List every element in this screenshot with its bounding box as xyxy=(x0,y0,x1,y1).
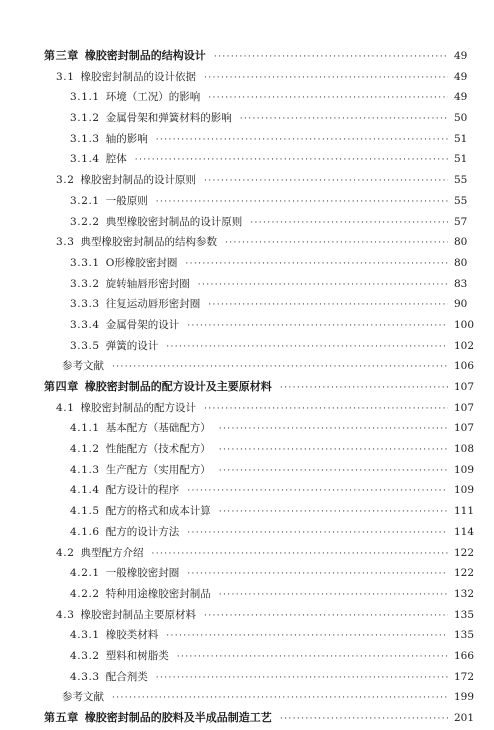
entry-page-number: 109 xyxy=(454,463,475,476)
entry-number: 4.3.3 xyxy=(70,670,100,683)
dot-leader xyxy=(156,130,448,151)
entry-title: 生产配方（实用配方） xyxy=(105,463,211,476)
toc-entry-ref xyxy=(0,356,494,377)
entry-page-number: 199 xyxy=(454,691,475,704)
entry-title: 配合剂类 xyxy=(105,670,148,683)
entry-page-number: 122 xyxy=(454,546,475,559)
toc-entry-sub xyxy=(0,336,494,357)
entry-page-number: 135 xyxy=(454,629,475,642)
toc-entry-sub xyxy=(0,253,494,274)
entry-page-number: 83 xyxy=(454,277,468,290)
toc-entry-sub xyxy=(0,667,494,688)
entry-number: 4.3 xyxy=(56,608,75,621)
dot-leader xyxy=(208,88,448,109)
entry-number: 4.2.1 xyxy=(70,567,100,580)
entry-number: 3.1.3 xyxy=(70,132,100,145)
entry-number: 3.3 xyxy=(56,236,75,249)
dot-leader xyxy=(219,440,448,461)
entry-number: 3.2.1 xyxy=(70,194,100,207)
entry-page-number: 51 xyxy=(454,153,468,166)
entry-title: 橡胶密封制品的设计依据 xyxy=(80,70,196,83)
entry-page-number: 106 xyxy=(454,360,475,373)
toc-entry-sub xyxy=(0,294,494,315)
dot-leader xyxy=(156,192,448,213)
toc-entry-chapter xyxy=(0,708,494,729)
entry-title: 特种用途橡胶密封制品 xyxy=(105,587,211,600)
entry-page-number: 108 xyxy=(454,443,475,456)
entry-number: 3.1.4 xyxy=(70,153,100,166)
dot-leader xyxy=(214,47,448,68)
entry-title: 弹簧的设计 xyxy=(105,339,159,352)
toc-entry-sub xyxy=(0,563,494,584)
entry-page-number: 49 xyxy=(454,50,468,62)
table-of-contents xyxy=(0,46,494,729)
dot-leader xyxy=(204,606,448,627)
entry-page-number: 172 xyxy=(454,670,475,683)
entry-number: 3.2.2 xyxy=(70,215,100,228)
toc-entry-sub xyxy=(0,129,494,150)
entry-title: 典型配方介绍 xyxy=(80,546,144,559)
dot-leader xyxy=(152,544,449,565)
entry-number: 第四章 xyxy=(44,380,79,393)
entry-title: 旋转轴唇形密封圈 xyxy=(105,277,190,290)
dot-leader xyxy=(204,68,448,89)
entry-title: 性能配方（技术配方） xyxy=(105,443,211,456)
dot-leader xyxy=(219,419,448,440)
entry-page-number: 102 xyxy=(454,339,475,352)
toc-entry-chapter xyxy=(0,377,494,398)
entry-page-number: 80 xyxy=(454,236,468,249)
toc-entry-sub xyxy=(0,480,494,501)
entry-number: 4.3.1 xyxy=(70,629,100,642)
entry-page-number: 166 xyxy=(454,649,475,662)
entry-title: 环境（工况）的影响 xyxy=(105,91,201,104)
entry-title: 参考文献 xyxy=(62,360,104,373)
entry-title: 金属骨架和弹簧材料的影响 xyxy=(105,112,232,125)
dot-leader xyxy=(204,171,448,192)
dot-leader xyxy=(112,688,448,709)
entry-title: 配方设计的程序 xyxy=(105,484,180,497)
toc-entry-sub xyxy=(0,315,494,336)
entry-number: 4.1.1 xyxy=(70,422,100,435)
entry-title: 配方的格式和成本计算 xyxy=(105,505,211,518)
entry-title: 金属骨架的设计 xyxy=(105,318,180,331)
entry-number: 3.1.1 xyxy=(70,91,100,104)
entry-number: 第三章 xyxy=(44,49,79,62)
dot-leader xyxy=(187,481,448,502)
toc-entry-sub xyxy=(0,439,494,460)
entry-title: 橡胶类材料 xyxy=(105,629,159,642)
entry-number: 3.3.1 xyxy=(70,256,100,269)
toc-entry-section xyxy=(0,605,494,626)
entry-number: 3.1 xyxy=(56,70,75,83)
entry-page-number: 114 xyxy=(454,525,475,538)
entry-page-number: 107 xyxy=(454,422,475,435)
toc-entry-sub xyxy=(0,418,494,439)
entry-title: 塑料和树脂类 xyxy=(105,649,169,662)
entry-page-number: 111 xyxy=(454,505,475,518)
toc-entry-section xyxy=(0,232,494,253)
entry-page-number: 107 xyxy=(454,401,475,414)
toc-entry-sub xyxy=(0,191,494,212)
toc-entry-chapter xyxy=(0,46,494,67)
entry-title: 配方的设计方法 xyxy=(105,525,180,538)
entry-page-number: 132 xyxy=(454,587,475,600)
toc-entry-sub xyxy=(0,87,494,108)
entry-title: 橡胶密封制品的配方设计及主要原材料 xyxy=(84,380,272,393)
dot-leader xyxy=(112,357,448,378)
entry-number: 4.1.3 xyxy=(70,463,100,476)
entry-page-number: 135 xyxy=(454,608,475,621)
toc-entry-sub xyxy=(0,460,494,481)
dot-leader xyxy=(219,461,448,482)
entry-number: 3.2 xyxy=(56,174,75,187)
entry-page-number: 49 xyxy=(454,91,468,104)
dot-leader xyxy=(225,233,448,254)
dot-leader xyxy=(156,668,448,689)
dot-leader xyxy=(187,564,448,585)
dot-leader xyxy=(187,523,448,544)
entry-title: 轴的影响 xyxy=(105,132,148,145)
entry-page-number: 100 xyxy=(454,318,475,331)
entry-page-number: 55 xyxy=(454,174,468,187)
entry-title: 橡胶密封制品的配方设计 xyxy=(80,401,196,414)
entry-number: 4.2.2 xyxy=(70,587,100,600)
entry-page-number: 122 xyxy=(454,567,475,580)
dot-leader xyxy=(219,502,448,523)
entry-number: 4.1.5 xyxy=(70,505,100,518)
entry-page-number: 51 xyxy=(454,132,468,145)
toc-entry-sub xyxy=(0,108,494,129)
dot-leader xyxy=(240,109,448,130)
entry-title: 橡胶密封制品的胶料及半成品制造工艺 xyxy=(84,711,272,724)
dot-leader xyxy=(280,378,448,399)
entry-page-number: 90 xyxy=(454,298,468,311)
dot-leader xyxy=(135,150,448,171)
entry-number: 3.1.2 xyxy=(70,112,100,125)
entry-number: 4.1.2 xyxy=(70,443,100,456)
entry-number: 3.3.3 xyxy=(70,298,100,311)
entry-number: 3.3.2 xyxy=(70,277,100,290)
toc-entry-sub xyxy=(0,501,494,522)
entry-title: 橡胶密封制品的结构设计 xyxy=(84,49,206,62)
entry-title: 橡胶密封制品主要原材料 xyxy=(80,608,196,621)
toc-entry-sub xyxy=(0,522,494,543)
dot-leader xyxy=(198,275,448,296)
dot-leader xyxy=(219,585,448,606)
toc-entry-section xyxy=(0,543,494,564)
dot-leader xyxy=(177,647,448,668)
entry-number: 4.1 xyxy=(56,401,75,414)
dot-leader xyxy=(166,626,448,647)
entry-page-number: 109 xyxy=(454,484,475,497)
entry-title: 往复运动唇形密封圈 xyxy=(105,298,201,311)
toc-entry-sub xyxy=(0,274,494,295)
entry-number: 4.2 xyxy=(56,546,75,559)
dot-leader xyxy=(185,254,448,275)
entry-number: 3.3.5 xyxy=(70,339,100,352)
dot-leader xyxy=(187,316,448,337)
entry-number: 4.1.4 xyxy=(70,484,100,497)
toc-entry-section xyxy=(0,398,494,419)
entry-page-number: 201 xyxy=(454,712,475,724)
entry-number: 4.3.2 xyxy=(70,649,100,662)
entry-title: 腔体 xyxy=(105,153,127,166)
entry-number: 3.3.4 xyxy=(70,318,100,331)
entry-number: 4.1.6 xyxy=(70,525,100,538)
toc-entry-sub xyxy=(0,584,494,605)
entry-page-number: 57 xyxy=(454,215,468,228)
entry-page-number: 50 xyxy=(454,112,468,125)
entry-title: 典型橡胶密封制品的结构参数 xyxy=(80,236,217,249)
entry-title: 参考文献 xyxy=(62,691,104,704)
dot-leader xyxy=(280,709,448,730)
entry-title: 一般原则 xyxy=(105,194,148,207)
dot-leader xyxy=(208,295,448,316)
dot-leader xyxy=(204,399,448,420)
entry-number: 第五章 xyxy=(44,711,79,724)
entry-page-number: 107 xyxy=(454,381,475,393)
dot-leader xyxy=(166,337,448,358)
toc-entry-ref xyxy=(0,687,494,708)
dot-leader xyxy=(250,213,448,234)
toc-entry-sub xyxy=(0,149,494,170)
toc-entry-sub xyxy=(0,625,494,646)
toc-entry-sub xyxy=(0,212,494,233)
entry-title: 基本配方（基础配方） xyxy=(105,422,211,435)
entry-title: 一般橡胶密封圈 xyxy=(105,567,180,580)
entry-page-number: 49 xyxy=(454,70,468,83)
entry-title: O形橡胶密封圈 xyxy=(105,256,178,269)
toc-entry-sub xyxy=(0,646,494,667)
toc-entry-section xyxy=(0,170,494,191)
entry-page-number: 55 xyxy=(454,194,468,207)
entry-page-number: 80 xyxy=(454,256,468,269)
entry-title: 典型橡胶密封制品的设计原则 xyxy=(105,215,243,228)
entry-title: 橡胶密封制品的设计原则 xyxy=(80,174,196,187)
toc-entry-section xyxy=(0,67,494,88)
